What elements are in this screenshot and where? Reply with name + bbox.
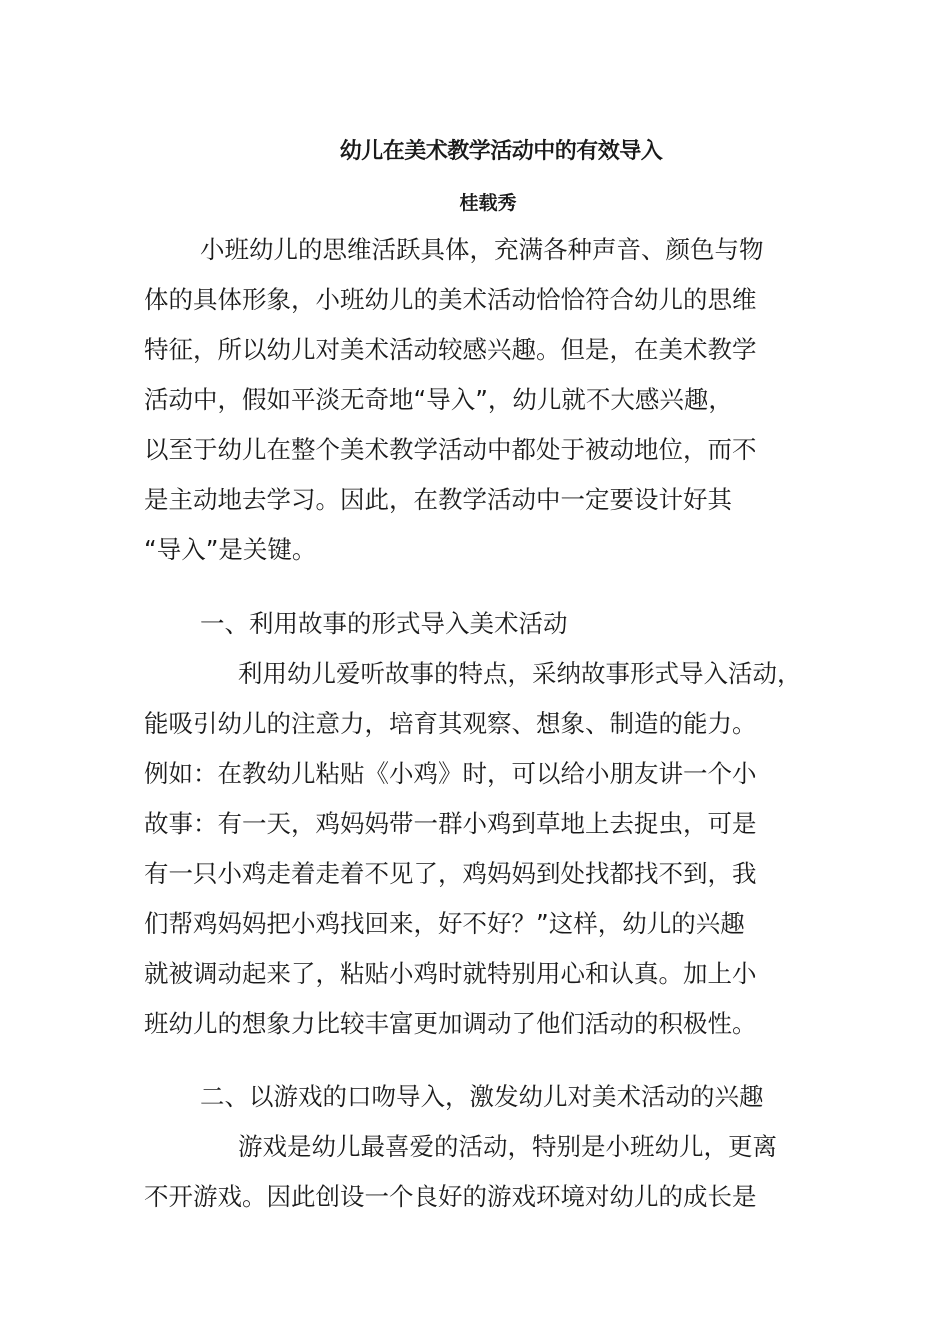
paragraph-line: 故事：有一天，鸡妈妈带一群小鸡到草地上去捉虫，可是 xyxy=(144,809,757,838)
paragraph-line: 游戏是幼儿最喜爱的活动，特别是小班幼儿，更离 xyxy=(238,1132,777,1161)
section-heading: 二、以游戏的口吻导入，激发幼儿对美术活动的兴趣 xyxy=(200,1082,764,1111)
paragraph-line: 利用幼儿爱听故事的特点，采纳故事形式导入活动， xyxy=(238,659,802,688)
paragraph-line: 特征，所以幼儿对美术活动较感兴趣。但是，在美术教学 xyxy=(144,335,757,364)
paragraph-line: 有一只小鸡走着走着不见了，鸡妈妈到处找都找不到，我 xyxy=(144,859,757,888)
paragraph-line: 小班幼儿的思维活跃具体，充满各种声音、颜色与物 xyxy=(200,235,764,264)
paragraph-line: 活动中，假如平淡无奇地“导入”，幼儿就不大感兴趣， xyxy=(144,385,733,414)
paragraph-line: 就被调动起来了，粘贴小鸡时就特别用心和认真。加上小 xyxy=(144,959,757,988)
paragraph-line: 不开游戏。因此创设一个良好的游戏环境对幼儿的成长是 xyxy=(144,1182,757,1211)
document-author: 桂载秀 xyxy=(459,192,517,214)
paragraph-line: 班幼儿的想象力比较丰富更加调动了他们活动的积极性。 xyxy=(144,1009,757,1038)
section-heading: 一、利用故事的形式导入美术活动 xyxy=(200,609,568,638)
paragraph-line: “导入”是关键。 xyxy=(144,535,317,564)
paragraph-line: 是主动地去学习。因此，在教学活动中一定要设计好其 xyxy=(144,485,732,514)
paragraph-line: 例如：在教幼儿粘贴《小鸡》时，可以给小朋友讲一个小 xyxy=(144,759,757,788)
paragraph-line: 以至于幼儿在整个美术教学活动中都处于被动地位，而不 xyxy=(144,435,757,464)
paragraph-line: 能吸引幼儿的注意力，培育其观察、想象、制造的能力。 xyxy=(144,709,757,738)
paragraph-line: 们帮鸡妈妈把小鸡找回来，好不好？”这样，幼儿的兴趣 xyxy=(144,909,745,938)
document-title: 幼儿在美术教学活动中的有效导入 xyxy=(339,139,663,164)
paragraph-line: 体的具体形象，小班幼儿的美术活动恰恰符合幼儿的思维 xyxy=(144,285,757,314)
